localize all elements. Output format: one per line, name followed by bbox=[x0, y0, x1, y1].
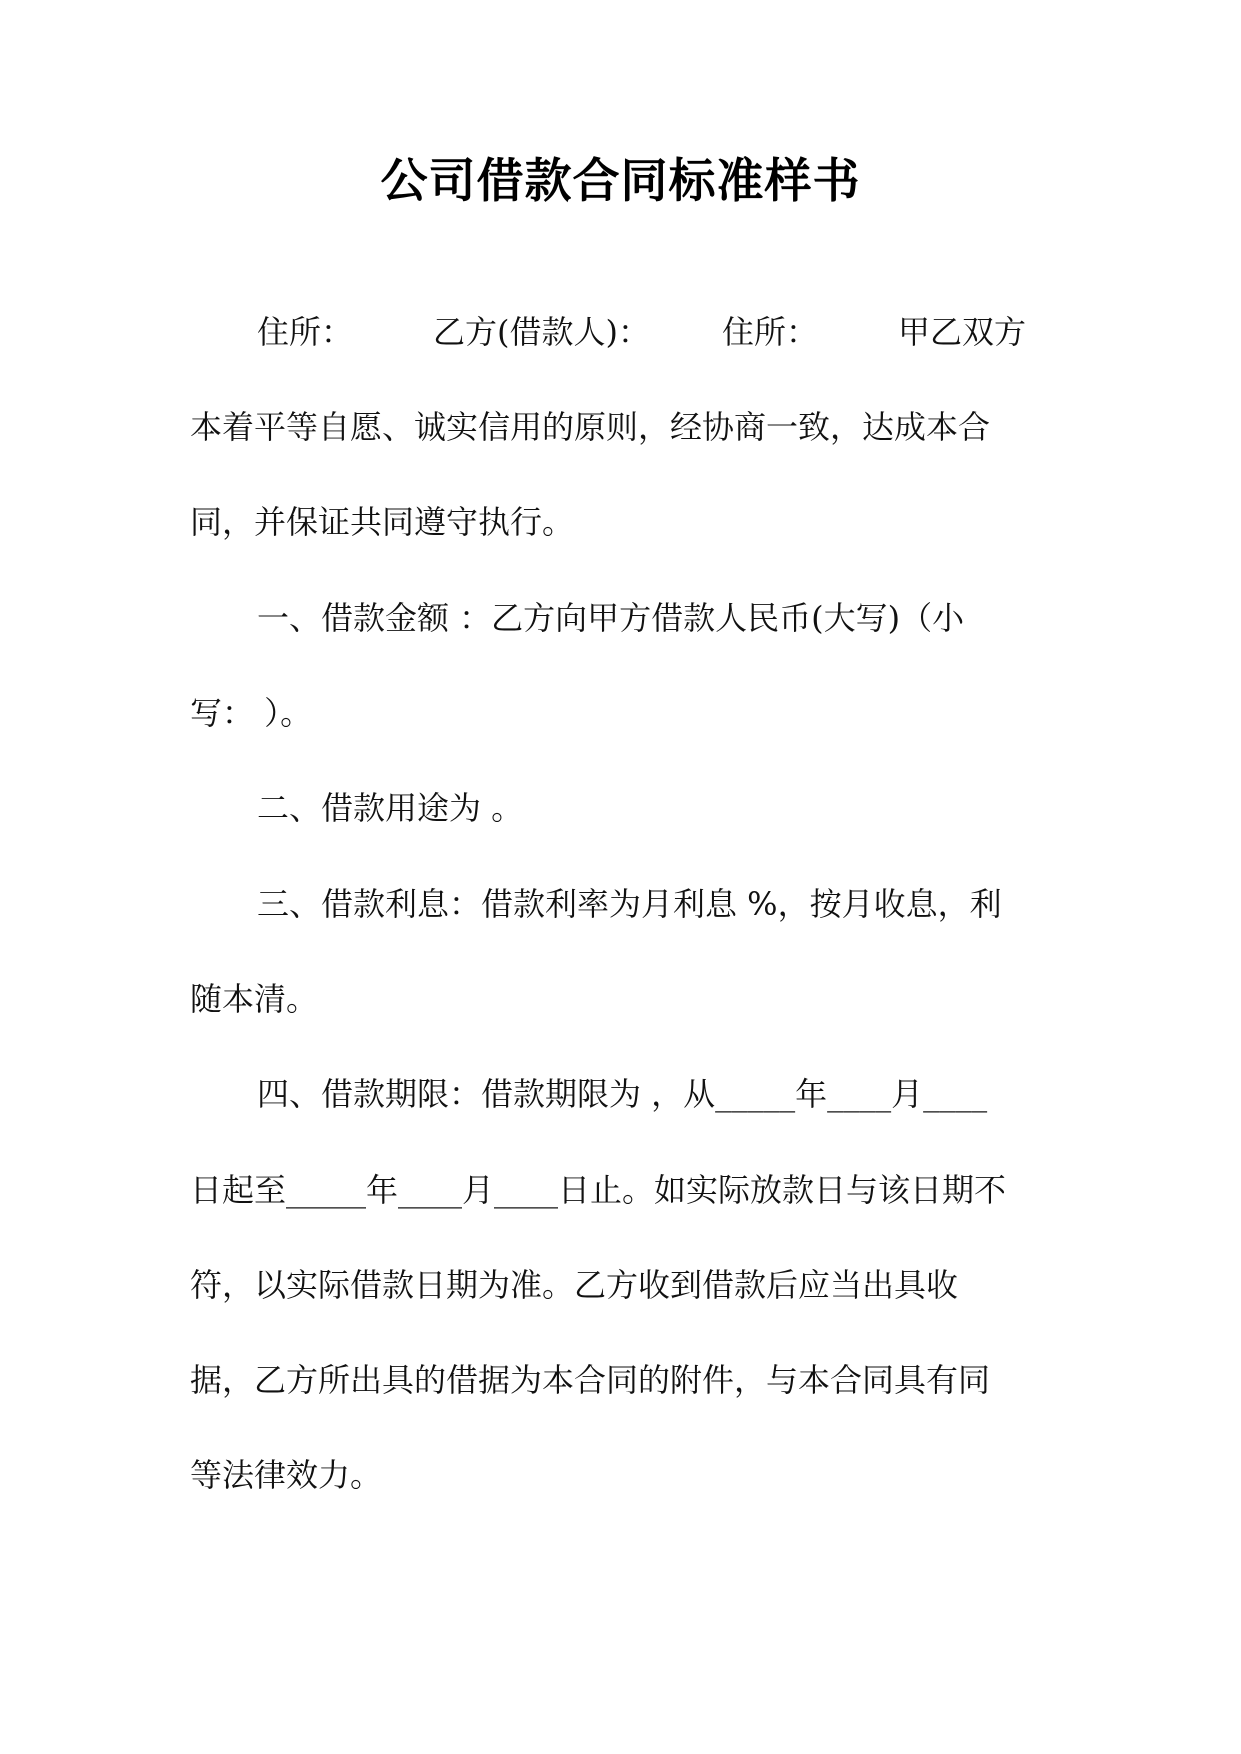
clause-4-line-5: 等法律效力。 bbox=[190, 1456, 383, 1494]
clause-4-line-3: 符，以实际借款日期为准。乙方收到借款后应当出具收 bbox=[190, 1266, 959, 1304]
party-a-address-label: 住所： bbox=[257, 313, 354, 351]
parties-line bbox=[257, 310, 1026, 354]
clause-3-line-1: 三、借款利息：借款利率为月利息 %，按月收息，利 bbox=[257, 885, 1002, 923]
clause-3-line-2: 随本清。 bbox=[190, 980, 319, 1018]
party-b-address-label: 住所： bbox=[722, 313, 819, 351]
preamble-start: 甲乙双方 bbox=[898, 313, 1027, 351]
preamble-line-3: 同，并保证共同遵守执行。 bbox=[190, 503, 575, 541]
clause-1-line-2: 写： ）。 bbox=[190, 694, 313, 732]
clause-2: 二、借款用途为 。 bbox=[257, 789, 524, 827]
clause-4-line-2: 日起至_____年____月____日止。如实际放款日与该日期不 bbox=[190, 1171, 1007, 1209]
preamble-line-2: 本着平等自愿、诚实信用的原则，经协商一致，达成本合 bbox=[190, 408, 991, 446]
document-title: 公司借款合同标准样书 bbox=[380, 154, 861, 209]
clause-4-line-4: 据，乙方所出具的借据为本合同的附件，与本合同具有同 bbox=[190, 1361, 991, 1399]
clause-4-line-1: 四、借款期限：借款期限为 ，从_____年____月____ bbox=[257, 1075, 988, 1113]
clause-1-line-1: 一、借款金额 ：乙方向甲方借款人民币(大写)（小 bbox=[257, 599, 965, 637]
party-b-label: 乙方(借款人)： bbox=[433, 313, 650, 351]
